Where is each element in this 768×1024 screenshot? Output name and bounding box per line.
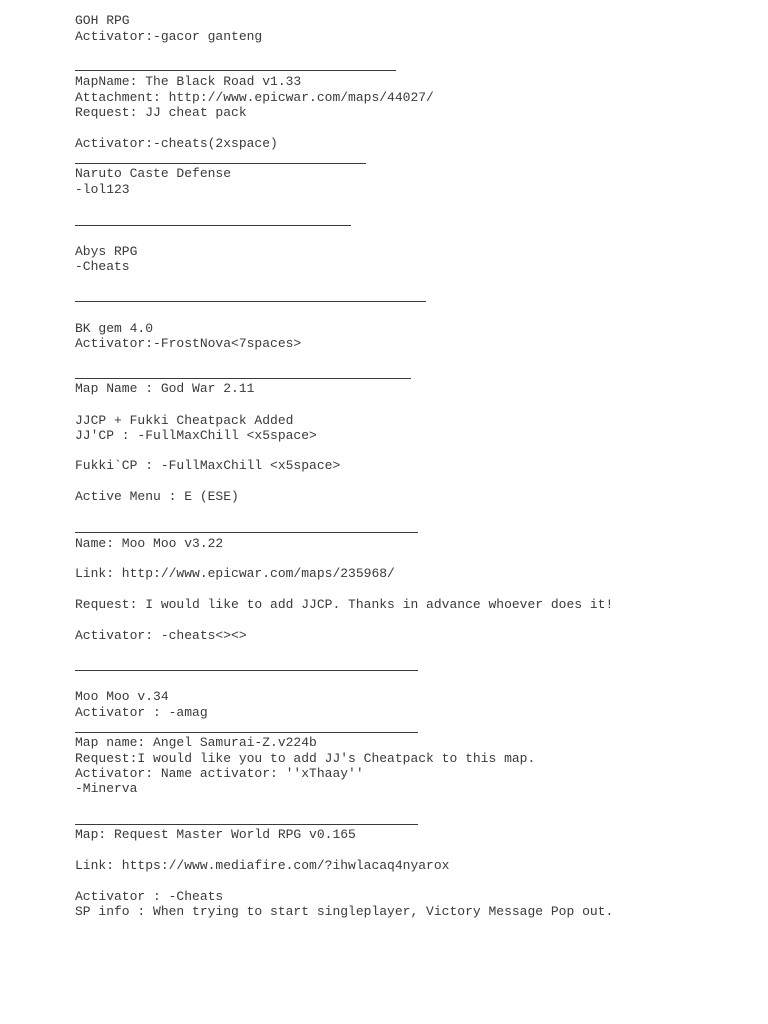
text-line: -lol123 [75, 182, 130, 197]
text-line: Activator:-FrostNova<7spaces> [75, 336, 302, 351]
text-line: BK gem 4.0 [75, 321, 154, 336]
text-line: JJCP + Fukki Cheatpack Added [75, 413, 294, 428]
text-line: Request: I would like to add JJCP. Thanks in advance whoever does it! [75, 597, 614, 612]
text-line: Link: https://www.mediafire.com/?ihwlacaq4nyarox [75, 858, 450, 873]
text-line: Request: JJ cheat pack [75, 105, 247, 120]
text-line: Activator: -cheats<><> [75, 628, 247, 643]
text-line: -Minerva [75, 781, 138, 796]
text-line: Activator:-cheats(2xspace) [75, 136, 278, 151]
separator-rule [75, 824, 418, 825]
separator-rule [75, 732, 418, 733]
separator-rule [75, 670, 418, 671]
separator-rule [75, 301, 426, 302]
text-line: Request:I would like you to add JJ's Cheatpack to this map. [75, 751, 536, 766]
text-line: Map name: Angel Samurai-Z.v224b [75, 735, 317, 750]
text-line: -Cheats [75, 259, 130, 274]
text-line: Name: Moo Moo v3.22 [75, 536, 224, 551]
separator-rule [75, 163, 366, 164]
text-line: Map: Request Master World RPG v0.165 [75, 827, 356, 842]
text-line: MapName: The Black Road v1.33 [75, 74, 302, 89]
text-line: Abys RPG [75, 244, 138, 259]
text-line: Activator : -Cheats [75, 889, 224, 904]
text-line: Activator : -amag [75, 705, 208, 720]
separator-rule [75, 532, 418, 533]
text-line: Attachment: http://www.epicwar.com/maps/44027/ [75, 90, 434, 105]
text-line: Active Menu : E (ESE) [75, 489, 239, 504]
separator-rule [75, 378, 411, 379]
text-line: Map Name : God War 2.11 [75, 381, 255, 396]
separator-rule [75, 70, 396, 71]
text-line: Activator: Name activator: ''xThaay'' [75, 766, 364, 781]
text-line: Naruto Caste Defense [75, 166, 232, 181]
text-line: Activator:-gacor ganteng [75, 29, 263, 44]
text-line: SP info : When trying to start singleplayer, Victory Message Pop out. [75, 904, 614, 919]
separator-rule [75, 225, 351, 226]
text-line: Fukki`CP : -FullMaxChill <x5space> [75, 458, 341, 473]
text-line: Moo Moo v.34 [75, 689, 169, 704]
text-line: GOH RPG [75, 13, 130, 28]
text-line: Link: http://www.epicwar.com/maps/235968/ [75, 566, 395, 581]
text-line: JJ'CP : -FullMaxChill <x5space> [75, 428, 317, 443]
